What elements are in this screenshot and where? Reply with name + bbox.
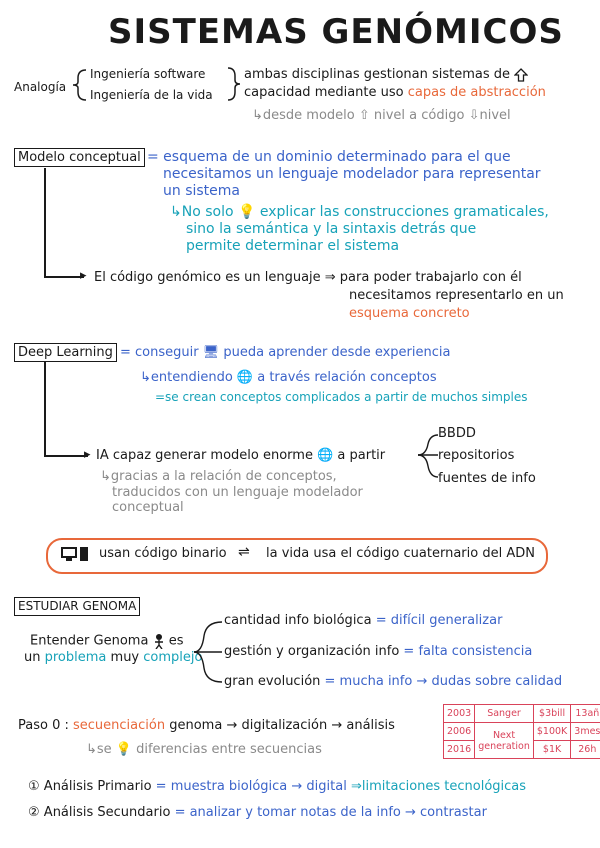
- computer-icon: [60, 545, 90, 567]
- analogy-label: Analogía: [14, 80, 67, 94]
- page-title: SISTEMAS GENÓMICOS: [108, 12, 564, 52]
- conceptual-model-def-2: necesitamos un lenguaje modelador para representar: [163, 166, 541, 182]
- branch-2: gestión y organización info = falta consistencia: [224, 644, 533, 659]
- up-arrow-icon: [514, 68, 528, 82]
- abstraction-layers-highlight: capas de abstracción: [407, 85, 546, 100]
- conceptual-model-sub-1: ↳No solo 💡 explicar las construcciones gramaticales,: [170, 204, 549, 220]
- sequencing-highlight: secuenciación: [73, 718, 166, 733]
- source-info: fuentes de info: [438, 471, 536, 486]
- deep-learning-sub-1: ↳entendiendo 🌐 a través relación conceptos: [140, 370, 437, 385]
- source-repositories: repositorios: [438, 448, 515, 463]
- branch-3: gran evolución = mucha info → dudas sobre calidad: [224, 674, 563, 689]
- deep-learning-def: = conseguir 🖥 pueda aprender desde experiencia: [120, 345, 451, 360]
- genome-line-2: necesitamos representarlo en un: [349, 288, 564, 303]
- arrow-head-icon: ▸: [84, 447, 91, 462]
- deep-learning-gray-2: traducidos con un lenguaje modelador: [112, 485, 363, 500]
- connector-line: [44, 276, 84, 278]
- binary-text-2: la vida usa el código cuaternario del ADN: [266, 546, 535, 561]
- analogy-text-2: capacidad mediante uso capas de abstracción: [244, 85, 546, 100]
- analogy-text-1: ambas disciplinas gestionan sistemas de: [244, 67, 528, 82]
- study-genome-box: ESTUDIAR GENOMA: [14, 597, 140, 616]
- deep-learning-gray-3: conceptual: [112, 500, 184, 515]
- concrete-schema-highlight: esquema concreto: [349, 306, 470, 321]
- ia-line: IA capaz generar modelo enorme 🌐 a partir: [96, 448, 386, 463]
- deep-learning-gray-1: ↳gracias a la relación de conceptos,: [100, 469, 337, 484]
- problem-highlight: problema: [44, 650, 107, 665]
- equilibrium-arrow-icon: ⇌: [238, 544, 250, 560]
- person-icon: [153, 633, 165, 649]
- genome-line-1: El código genómico es un lenguaje ⇒ para poder trabajarlo con él: [94, 270, 522, 285]
- table-row: 2003 Sanger $3bill 13añ: [444, 705, 600, 723]
- conceptual-model-box: Modelo conceptual: [14, 148, 145, 167]
- step0-note: ↳se 💡 diferencias entre secuencias: [86, 742, 322, 757]
- analogy-item-life: Ingeniería de la vida: [90, 88, 213, 102]
- analysis-secondary: ② Análisis Secundario = analizar y tomar notas de la info → contrastar: [28, 805, 487, 820]
- conceptual-model-sub-2: sino la semántica y la sintaxis detrás que: [186, 221, 477, 237]
- deep-learning-box: Deep Learning: [14, 343, 117, 362]
- sequencing-timeline-table: [443, 704, 600, 759]
- deep-learning-sub-2: =se crean conceptos complicados a partir de muchos simples: [155, 390, 528, 404]
- connector-line: [44, 362, 46, 456]
- conceptual-model-sub-3: permite determinar el sistema: [186, 238, 400, 254]
- branch-1: cantidad info biológica = difícil generalizar: [224, 613, 503, 628]
- complex-highlight: complejo: [143, 650, 203, 665]
- analysis-primary: ① Análisis Primario = muestra biológica → digital ⇒limitaciones tecnológicas: [28, 779, 527, 794]
- table-row: 2006 Next generation $100K 3mes: [444, 723, 600, 741]
- connector-line: [44, 168, 46, 277]
- branch-arrows-icon: [416, 430, 440, 486]
- branch-arrows-icon: [192, 612, 226, 688]
- conceptual-model-def-3: un sistema: [163, 183, 240, 199]
- right-brace-icon: [226, 66, 242, 102]
- conceptual-model-def-1: = esquema de un dominio determinado para el que: [147, 149, 511, 165]
- binary-text-1: usan código binario: [99, 546, 227, 561]
- table-row: 2016 $1K 26h: [444, 741, 600, 759]
- connector-line: [44, 455, 88, 457]
- left-brace-icon: [70, 68, 90, 102]
- source-bbdd: BBDD: [438, 426, 476, 441]
- analogy-item-software: Ingeniería software: [90, 67, 206, 81]
- understand-genome: Entender Genoma es: [30, 633, 184, 649]
- step0-line: Paso 0 : secuenciación genoma → digitalización → análisis: [18, 718, 395, 733]
- problem-line: un problema muy complejo: [24, 650, 203, 665]
- arrow-head-icon: ▸: [80, 268, 87, 283]
- analogy-note: ↳desde modelo ⇧ nivel a código ⇩nivel: [252, 108, 511, 123]
